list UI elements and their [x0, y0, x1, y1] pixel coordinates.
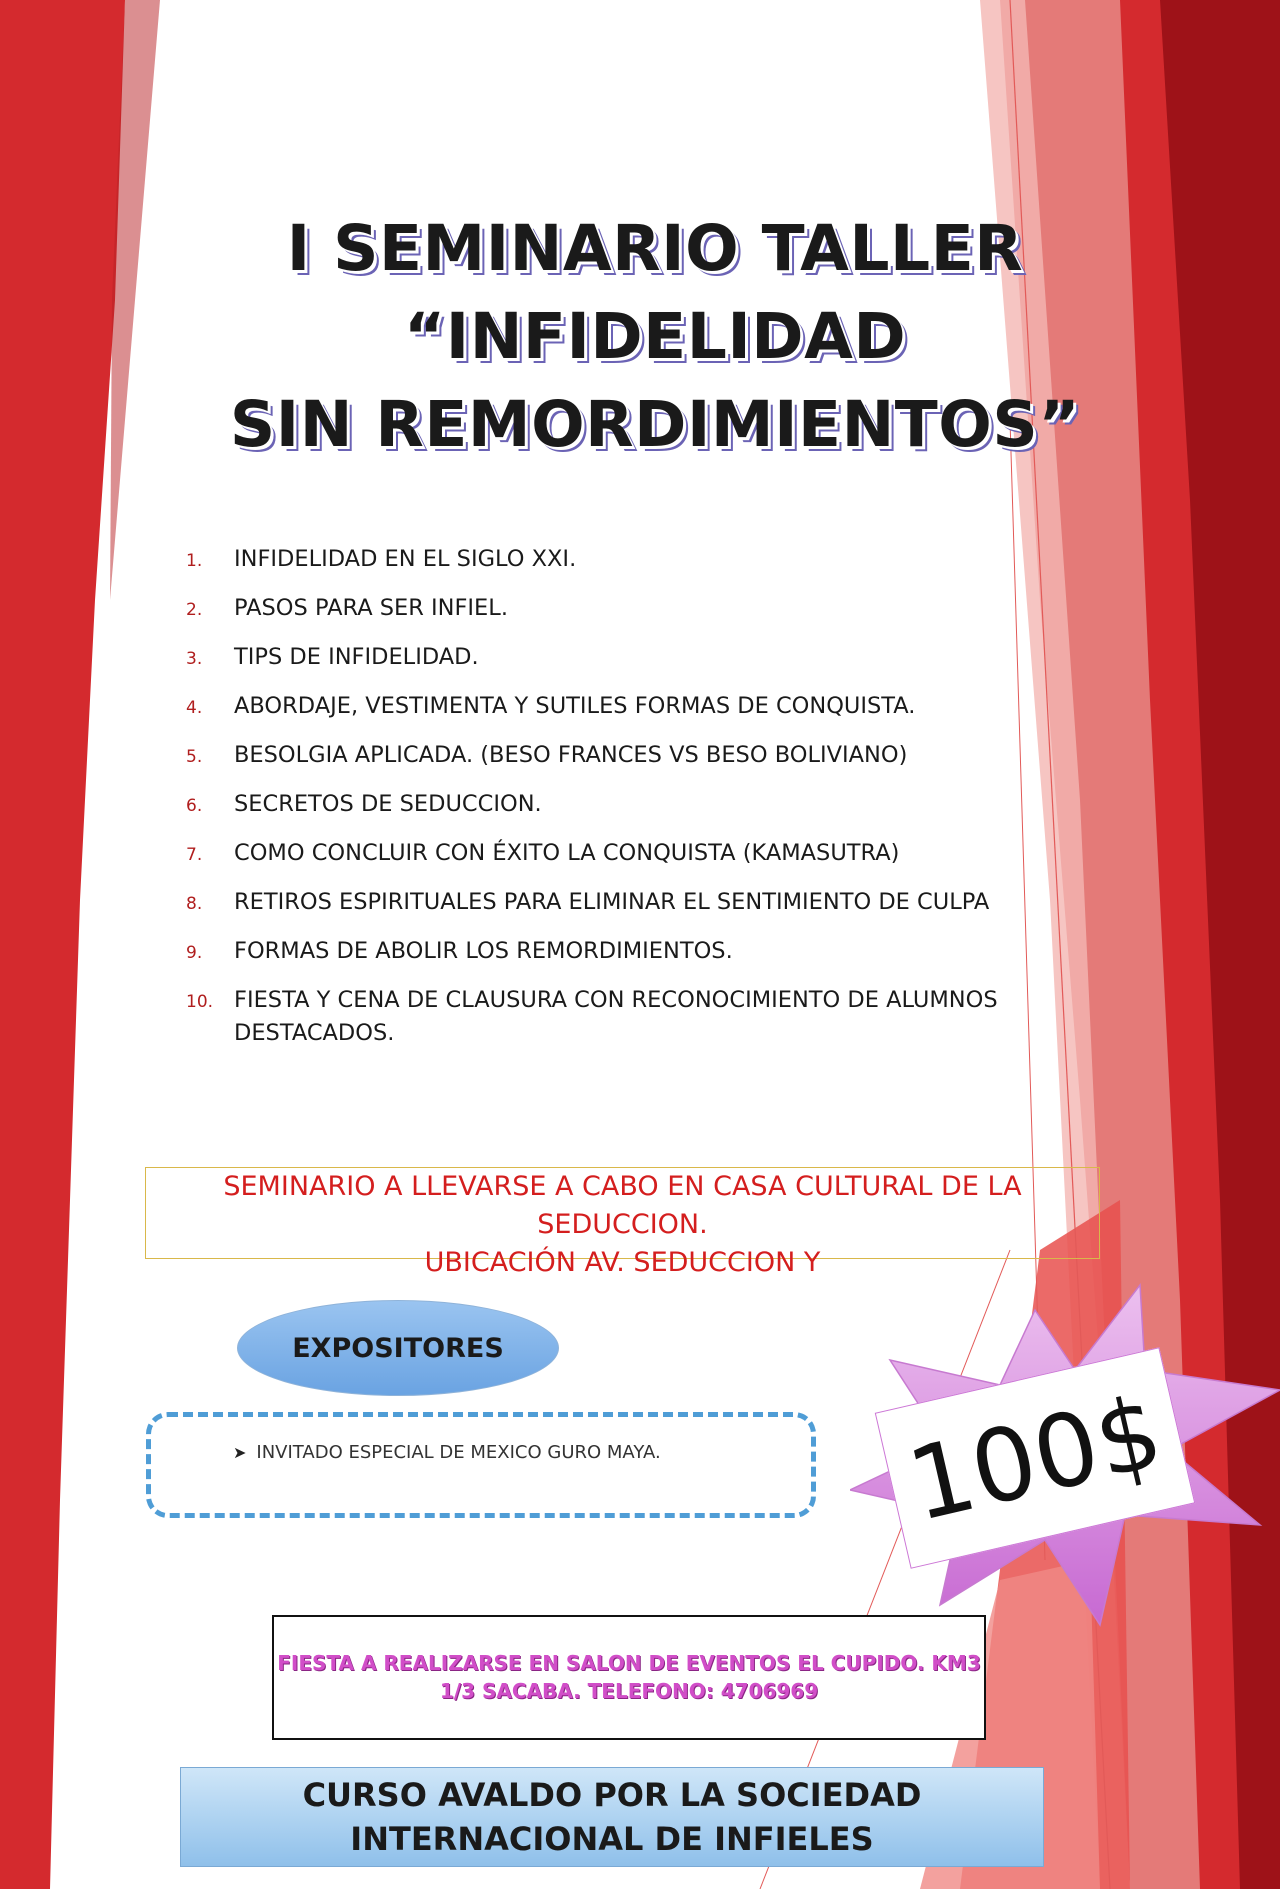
list-item-number: 6.: [186, 796, 203, 816]
list-item-text: TIPS DE INFIDELIDAD.: [234, 644, 479, 670]
list-item-text: ABORDAJE, VESTIMENTA Y SUTILES FORMAS DE CONQUISTA.: [234, 693, 916, 719]
speakers-box: [146, 1412, 816, 1518]
list-item-text: BESOLGIA APLICADA. (BESO FRANCES VS BESO BOLIVIANO): [234, 742, 908, 768]
party-notice: [272, 1615, 986, 1740]
list-item: [180, 690, 1040, 723]
title-line-3: SIN REMORDIMIENTOS”: [229, 388, 1081, 461]
list-item-number: 10.: [186, 992, 214, 1012]
list-item-number: 5.: [186, 747, 203, 767]
list-item-text: FORMAS DE ABOLIR LOS REMORDIMIENTOS.: [234, 938, 733, 964]
list-item-text: SECRETOS DE SEDUCCION.: [234, 791, 542, 817]
venue-notice: [145, 1167, 1100, 1278]
venue-line-1: SEMINARIO A LLEVARSE A CABO EN CASA CULTURAL DE LA: [223, 1171, 1022, 1202]
party-line-2: 1/3 SACABA. TELEFONO: 4706969: [439, 1679, 819, 1703]
venue-line-2: SEDUCCION.: [537, 1209, 708, 1240]
price-tag: 100$: [875, 1347, 1196, 1569]
list-item-number: 4.: [186, 698, 203, 718]
list-item: [180, 886, 1040, 919]
title-line-2: “INFIDELIDAD: [403, 300, 907, 373]
list-item-text: RETIROS ESPIRITUALES PARA ELIMINAR EL SENTIMIENTO DE CULPA: [234, 889, 990, 915]
list-item: [180, 837, 1040, 870]
endorsement-line-2: INTERNACIONAL DE INFIELES: [350, 1820, 874, 1858]
endorsement-line-1: CURSO AVALDO POR LA SOCIEDAD: [302, 1776, 922, 1814]
speaker-item: [233, 1442, 661, 1463]
arrow-bullet-icon: ➤: [233, 1443, 247, 1462]
list-item: [180, 641, 1040, 674]
list-item-text: PASOS PARA SER INFIEL.: [234, 595, 508, 621]
party-line-1: FIESTA A REALIZARSE EN SALON DE EVENTOS EL CUPIDO. KM3: [277, 1651, 981, 1675]
topics-list: [180, 543, 1040, 1066]
list-item: [180, 984, 1040, 1050]
title-line-1: I SEMINARIO TALLER: [286, 212, 1024, 285]
list-item: [180, 543, 1040, 576]
poster-title: [180, 205, 1130, 469]
list-item: [180, 788, 1040, 821]
list-item-number: 7.: [186, 845, 203, 865]
list-item-number: 2.: [186, 600, 203, 620]
list-item-text: FIESTA Y CENA DE CLAUSURA CON RECONOCIMIENTO DE ALUMNOS DESTACADOS.: [234, 987, 998, 1046]
venue-line-3: UBICACIÓN AV. SEDUCCION Y: [424, 1247, 821, 1278]
list-item-text: INFIDELIDAD EN EL SIGLO XXI.: [234, 546, 577, 572]
list-item: [180, 592, 1040, 625]
speakers-label: EXPOSITORES: [237, 1300, 559, 1396]
list-item-number: 1.: [186, 551, 203, 571]
list-item: [180, 739, 1040, 772]
list-item-number: 3.: [186, 649, 203, 669]
list-item: [180, 935, 1040, 968]
list-item-number: 8.: [186, 894, 203, 914]
list-item-text: COMO CONCLUIR CON ÉXITO LA CONQUISTA (KAMASUTRA): [234, 840, 900, 866]
list-item-number: 9.: [186, 943, 203, 963]
speaker-name: INVITADO ESPECIAL DE MEXICO GURO MAYA.: [256, 1442, 661, 1463]
endorsement-banner: [180, 1767, 1044, 1867]
